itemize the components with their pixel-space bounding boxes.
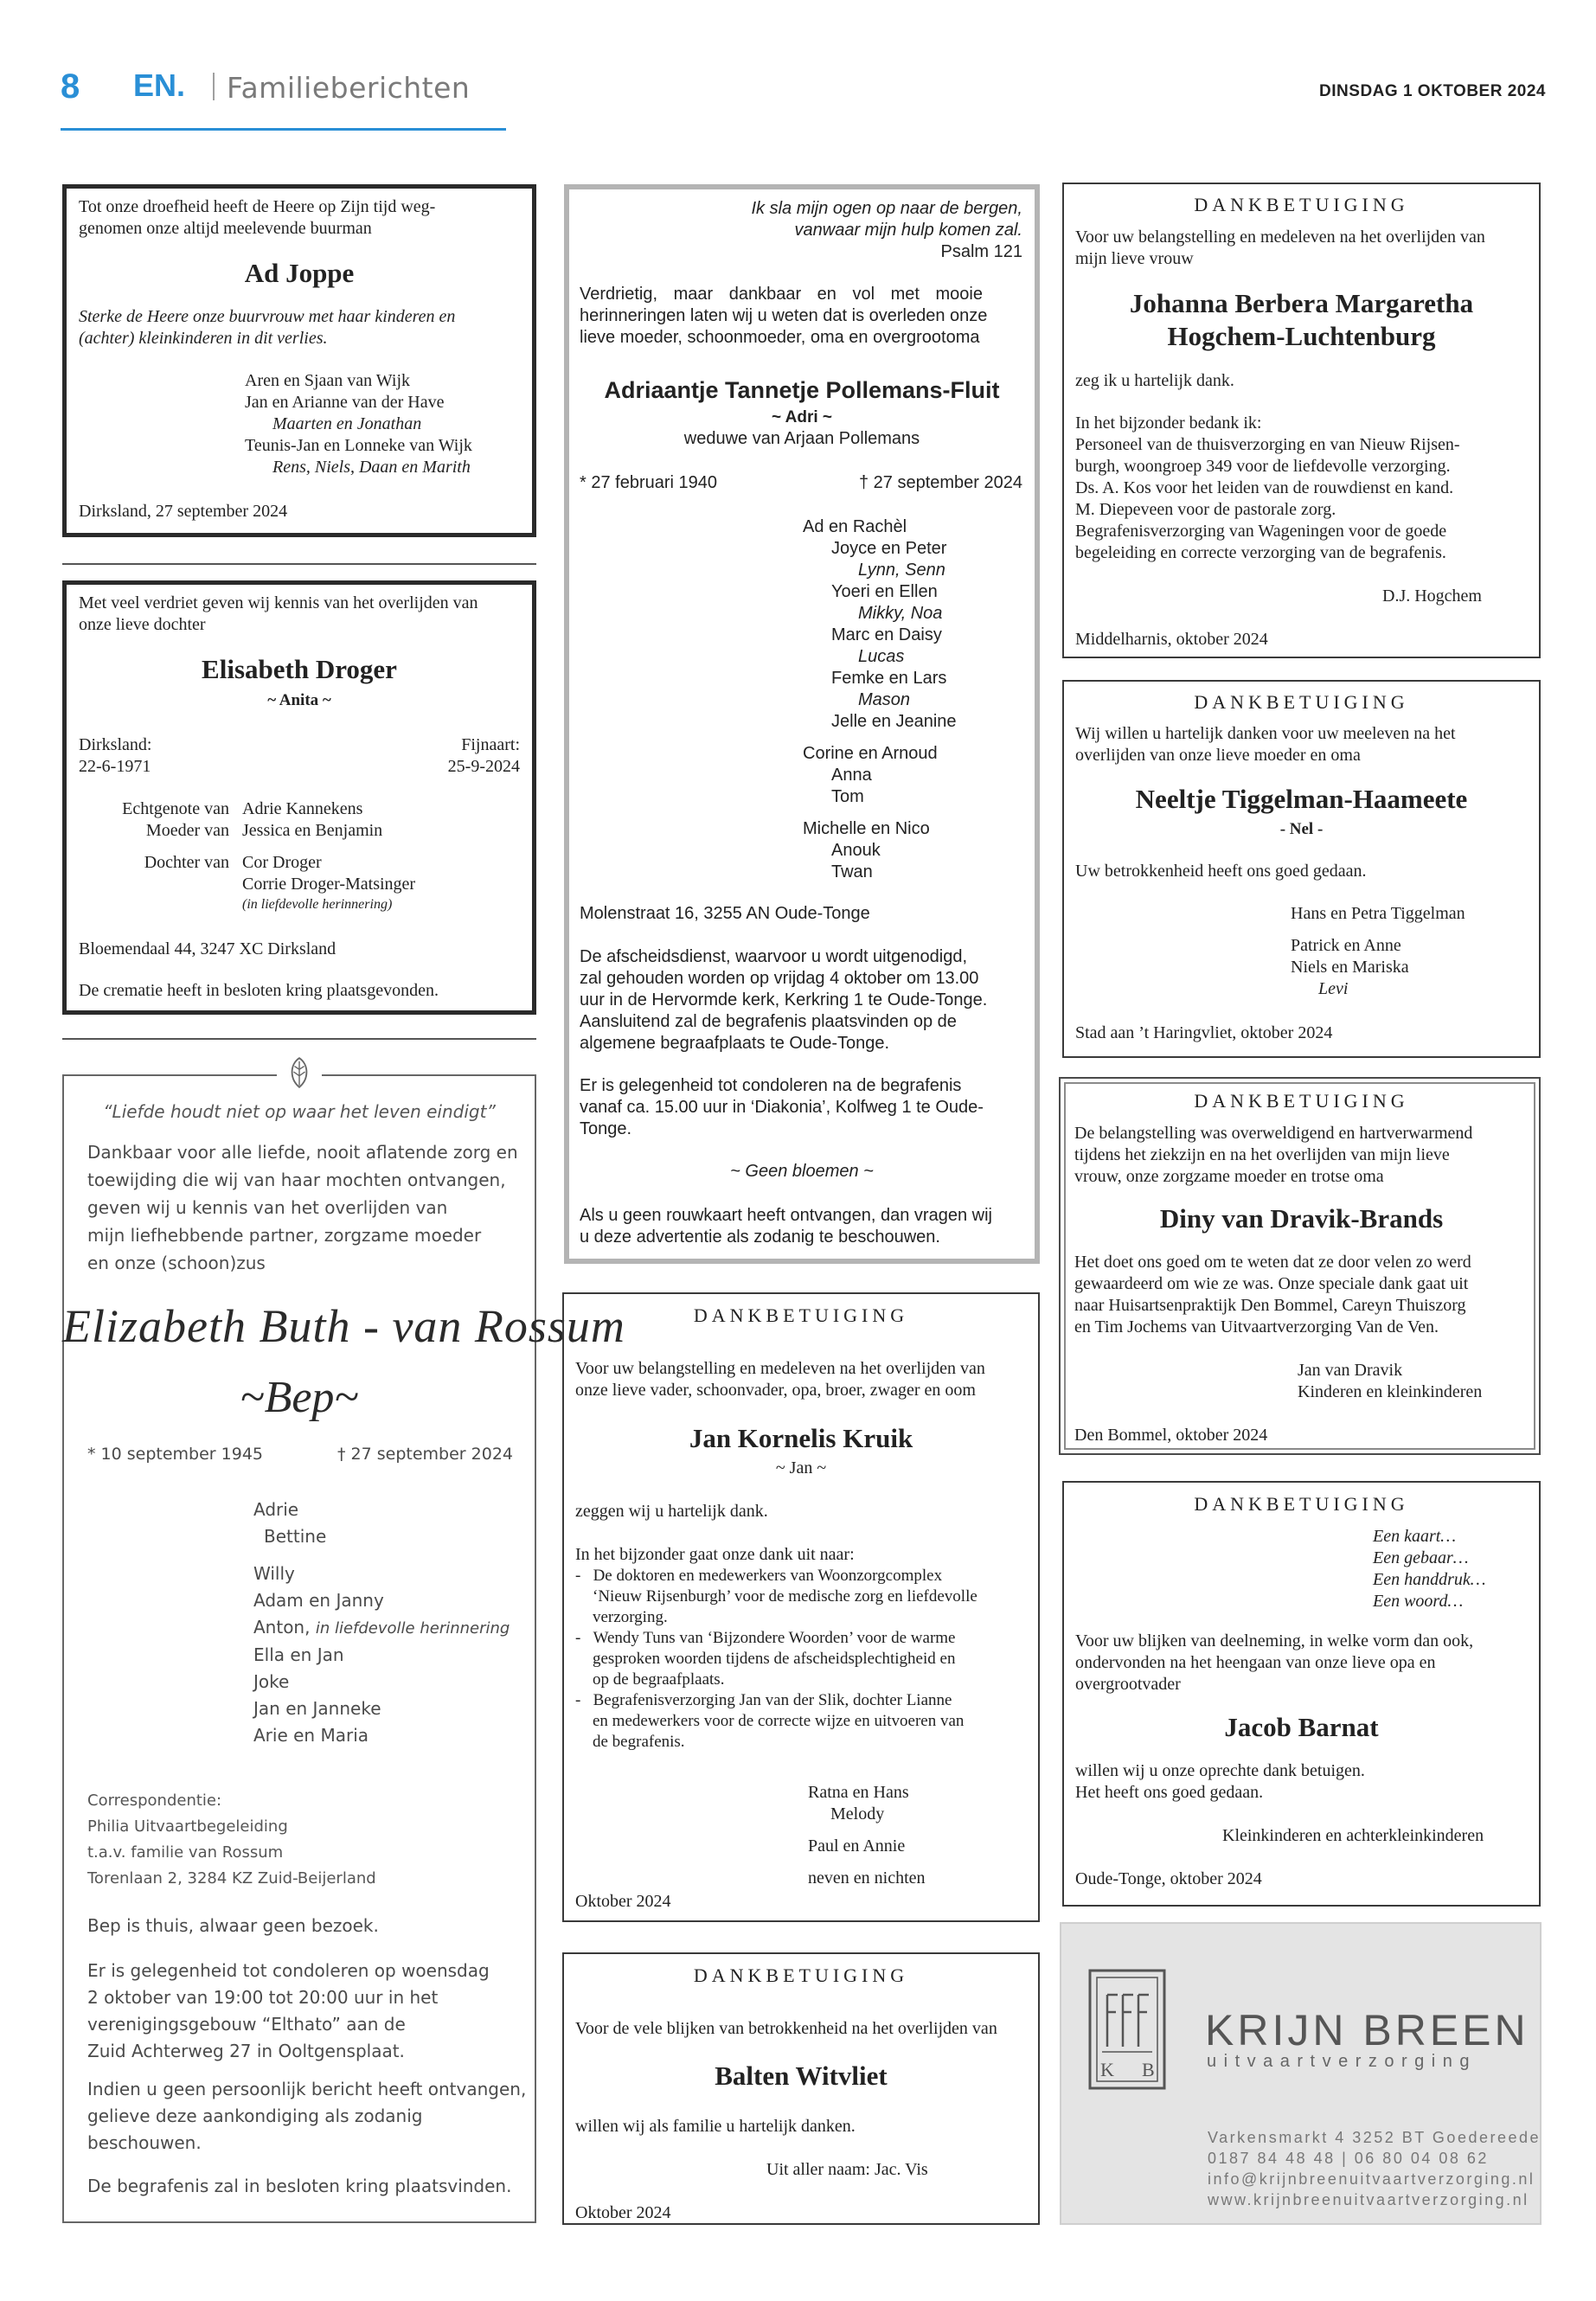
pollemans-intro: Verdrietig, maar dankbaar en vol met mooie herinneringen laten wij u weten dat is overleden onze lieve moeder, schoonmoeder, oma en overgrootoma [580, 285, 988, 347]
barnat-place: Oude-Tonge, oktober 2024 [1075, 1869, 1262, 1888]
joppe-intro: Tot onze droefheid heeft de Heere op Zijn tijd weg- genomen onze altijd meelevende buurman [79, 197, 436, 238]
kruik-title: DANKBETUIGING [693, 1304, 909, 1326]
hogchem-name: Johanna Berbera Margaretha Hogchem-Luchtenburg [1129, 288, 1474, 351]
barnat-poem: Een kaart… Een gebaar… Een handdruk… Een woord… [1373, 1527, 1486, 1611]
droger-rel-labels: Echtgenote van Moeder van Dochter van [122, 799, 229, 872]
pollemans-name: Adriaantje Tannetje Pollemans-Fluit [604, 377, 1000, 403]
en-logo [133, 69, 197, 100]
tiggelman-name: Neeltje Tiggelman-Haameete [1135, 784, 1468, 814]
buth-family: Adrie Bettine Willy Adam en Janny Anton, in liefdevolle herinnering Ella en Jan Joke Jan en Janneke Arie en Maria [253, 1499, 510, 1746]
pollemans-address: Molenstraat 16, 3255 AN Oude-Tonge [580, 904, 870, 923]
droger-address: Bloemendaal 44, 3247 XC Dirksland [79, 939, 337, 958]
svg-text:K: K [1100, 2059, 1114, 2080]
barnat-sign: Kleinkinderen en achterkleinkinderen [1222, 1826, 1484, 1845]
krijn-breen-emblem [1088, 1969, 1166, 2090]
krijn-breen-contact: Varkensmarkt 4 3252 BT Goedereede 0187 84 48 48 | 06 80 04 08 62 info@krijnbreenuitvaartverzorging.nl www.krijnbreenuitvaartverzorging.nl [1208, 2129, 1542, 2208]
buth-name: Elizabeth Buth - van Rossum [62, 1300, 625, 1352]
tiggelman-nick: - Nel - [1279, 820, 1324, 838]
header-rule [61, 128, 506, 131]
buth-home: Bep is thuis, alwaar geen bezoek. [87, 1915, 379, 1936]
dravik-title: DANKBETUIGING [1194, 1090, 1409, 1112]
dravik-name: Diny van Dravik-Brands [1159, 1203, 1444, 1234]
buth-card: Indien u geen persoonlijk bericht heeft ontvangen, gelieve deze aankondiging als zodanig beschouwen. [87, 2079, 527, 2153]
buth-correspondence: Correspondentie: Philia Uitvaartbegeleiding t.a.v. familie van Rossum Torenlaan 2, 3284 KZ Zuid-Beijerland [87, 1791, 376, 1888]
kruik-thanks: zeggen wij u hartelijk dank. [575, 1502, 768, 1521]
pollemans-widow: weduwe van Arjaan Pollemans [683, 429, 920, 448]
droger-nick: ~ Anita ~ [267, 691, 331, 709]
buth-nick: ~Bep~ [240, 1373, 359, 1422]
hogchem-title: DANKBETUIGING [1194, 194, 1409, 215]
hogchem-place: Middelharnis, oktober 2024 [1075, 630, 1268, 649]
dravik-sign: Jan van Dravik Kinderen en kleinkinderen [1298, 1361, 1483, 1401]
pollemans-family: Ad en Rachèl Joyce en Peter Lynn, Senn Yoeri en Ellen Mikky, Noa Marc en Daisy Lucas Femke en Lars Mason Jelle en Jeanine Corine en Arnoud Anna Tom Michelle en Nico Anouk Twan [803, 517, 957, 881]
pollemans-card: Als u geen rouwkaart heeft ontvangen, dan vragen wij u deze advertentie als zodanig te beschouwen. [580, 1206, 992, 1247]
kruik-intro: Voor uw belangstelling en medeleven na het overlijden van onze lieve vader, schoonvader, opa, broer, zwager en oom [575, 1359, 985, 1400]
witvliet-name: Balten Witvliet [715, 2061, 888, 2091]
witvliet-title: DANKBETUIGING [693, 1965, 909, 1986]
kruik-family: Ratna en Hans Melody Paul en Annie neven en nichten [808, 1783, 926, 1888]
kruik-special: In het bijzonder gaat onze dank uit naar: [575, 1545, 855, 1564]
dravik-place: Den Bommel, oktober 2024 [1074, 1426, 1268, 1445]
buth-intro: Dankbaar voor alle liefde, nooit aflatende zorg en toewijding die wij van haar mochten ontvangen, geven wij u kennis van het overlijden van mijn liefhebbende partner, zorgzame moeder en onze (schoon)zus [87, 1142, 518, 1273]
notice-top-border-right [322, 1074, 536, 1076]
hogchem-text: In het bijzonder bedank ik: Personeel van de thuisverzorging en van Nieuw Rijsen- burgh, woongroep 349 voor de liefdevolle verzorging. Ds. A. Kos voor het leiden van de rouwdienst en kand. M. Diepeveen voor de pastorale zorg. Begrafenisverzorging van Wageningen voor de goede begeleiding en correcte verzorging van de begrafenis. [1075, 413, 1460, 562]
droger-born: Dirksland: 22-6-1971 [79, 735, 152, 776]
buth-born: * 10 september 1945 [87, 1445, 264, 1464]
page-number: 8 [61, 67, 80, 106]
tiggelman-family: Hans en Petra Tiggelman Patrick en Anne Niels en Mariska Levi [1291, 904, 1465, 998]
issue-date: DINSDAG 1 OKTOBER 2024 [1319, 82, 1546, 100]
droger-note: De crematie heeft in besloten kring plaatsgevonden. [79, 981, 439, 1000]
tiggelman-thanks: Uw betrokkenheid heeft ons goed gedaan. [1075, 862, 1367, 881]
hogchem-thanks: zeg ik u hartelijk dank. [1075, 371, 1234, 390]
hogchem-sign: D.J. Hogchem [1382, 586, 1482, 606]
droger-name: Elisabeth Droger [202, 654, 397, 684]
kruik-name: Jan Kornelis Kruik [689, 1423, 913, 1453]
barnat-title: DANKBETUIGING [1194, 1493, 1409, 1515]
kruik-items: - De doktoren en medewerkers van Woonzorgcomplex ‘Nieuw Rijsenburgh’ voor de medische zorg en liefdevolle verzorging. - Wendy Tuns van ‘Bijzondere Woorden’ voor de warme gesproken woorden tijdens de afscheidsplechtigheid en op de begraafplaats. - Begrafenisverzorging Jan van der Slik, dochter Lianne en medewerkers voor de correcte wijze en uitvoeren van de begrafenis. [575, 1567, 977, 1751]
joppe-place: Dirksland, 27 september 2024 [79, 502, 288, 521]
section-title: Familieberichten [227, 71, 471, 105]
pollemans-died: † 27 september 2024 [858, 473, 1022, 492]
hogchem-intro: Voor uw belangstelling en medeleven na het overlijden van mijn lieve vrouw [1075, 228, 1485, 268]
logo-text: EN. [133, 69, 186, 100]
leaf-icon [287, 1055, 311, 1090]
witvliet-intro: Voor de vele blijken van betrokkenheid na het overlijden van [575, 2019, 997, 2038]
witvliet-thanks: willen wij als familie u hartelijk danken. [575, 2117, 856, 2136]
droger-intro: Met veel verdriet geven wij kennis van het overlijden van onze lieve dochter [79, 593, 478, 634]
tiggelman-place: Stad aan ’t Haringvliet, oktober 2024 [1075, 1023, 1333, 1042]
header-separator [213, 73, 215, 100]
divider [62, 1038, 536, 1040]
dravik-intro: De belangstelling was overweldigend en hartverwarmend tijdens het ziekzijn en na het overlijden van mijn lieve vrouw, onze zorgzame moeder en trotse oma [1074, 1124, 1473, 1186]
dravik-text: Het doet ons goed om te weten dat ze door velen zo werd gewaardeerd om wie ze was. Onze speciale dank gaat uit naar Huisartsenpraktijk Den Bommel, Careyn Thuiszorg en Tim Jochems van Uitvaartverzorging Van de Ven. [1074, 1253, 1471, 1336]
droger-rel-values: Adrie Kannekens Jessica en Benjamin Cor Droger Corrie Droger-Matsinger (in liefdevolle herinnering) [242, 799, 416, 912]
barnat-name: Jacob Barnat [1224, 1712, 1379, 1742]
joppe-family: Aren en Sjaan van Wijk Jan en Arianne van der Have Maarten en Jonathan Teunis-Jan en Lonneke van Wijk Rens, Niels, Daan en Marith [245, 371, 472, 477]
svg-text:B: B [1142, 2059, 1155, 2080]
barnat-thanks: willen wij u onze oprechte dank betuigen. Het heeft ons goed gedaan. [1075, 1761, 1365, 1802]
tiggelman-intro: Wij willen u hartelijk danken voor uw meeleven na het overlijden van onze lieve moeder en oma [1075, 724, 1456, 765]
pollemans-condole: Er is gelegenheid tot condoleren na de begrafenis vanaf ca. 15.00 uur in ‘Diakonia’, Kolfweg 1 te Oude- Tonge. [580, 1076, 984, 1138]
buth-condole: Er is gelegenheid tot condoleren op woensdag 2 oktober van 19:00 tot 20:00 uur in het verenigingsgebouw “Elthato” aan de Zuid Achterweg 27 in Ooltgensplaat. [87, 1960, 490, 2061]
divider [62, 563, 536, 565]
buth-quote: “Liefde houdt niet op waar het leven eindigt” [103, 1101, 496, 1122]
kruik-nick: ~ Jan ~ [775, 1458, 827, 1477]
pollemans-nick: ~ Adri ~ [771, 408, 833, 426]
witvliet-date: Oktober 2024 [575, 2203, 671, 2222]
buth-funeral: De begrafenis zal in besloten kring plaatsvinden. [87, 2176, 512, 2196]
barnat-intro: Voor uw blijken van deelneming, in welke vorm dan ook, ondervonden na het heengaan van onze lieve opa en overgrootvader [1075, 1631, 1474, 1694]
pollemans-psalm: Ik sla mijn ogen op naar de bergen, vanwaar mijn hulp komen zal. Psalm 121 [751, 199, 1022, 261]
krijn-breen-name: KRIJN BREEN [1205, 2006, 1529, 2054]
pollemans-service: De afscheidsdienst, waarvoor u wordt uitgenodigd, zal gehouden worden op vrijdag 4 oktober om 13.00 uur in de Hervormde kerk, Kerkring 1 te Oude-Tonge. Aansluitend zal de begrafenis plaatsvinden op de algemene begraafplaats te Oude-Tonge. [580, 947, 988, 1053]
krijn-breen-tagline: uitvaartverzorging [1207, 2052, 1477, 2071]
notice-top-border-left [62, 1074, 277, 1076]
witvliet-sign: Uit aller naam: Jac. Vis [766, 2160, 928, 2179]
pollemans-flowers: ~ Geen bloemen ~ [730, 1162, 874, 1181]
joppe-sub: Sterke de Heere onze buurvrouw met haar kinderen en (achter) kleinkinderen in dit verlies. [79, 307, 456, 348]
tiggelman-title: DANKBETUIGING [1194, 691, 1409, 713]
pollemans-born: * 27 februari 1940 [580, 473, 718, 492]
droger-died: Fijnaart: 25-9-2024 [447, 735, 520, 776]
kruik-date: Oktober 2024 [575, 1892, 671, 1911]
buth-died: † 27 september 2024 [337, 1445, 514, 1464]
joppe-name: Ad Joppe [244, 258, 355, 288]
